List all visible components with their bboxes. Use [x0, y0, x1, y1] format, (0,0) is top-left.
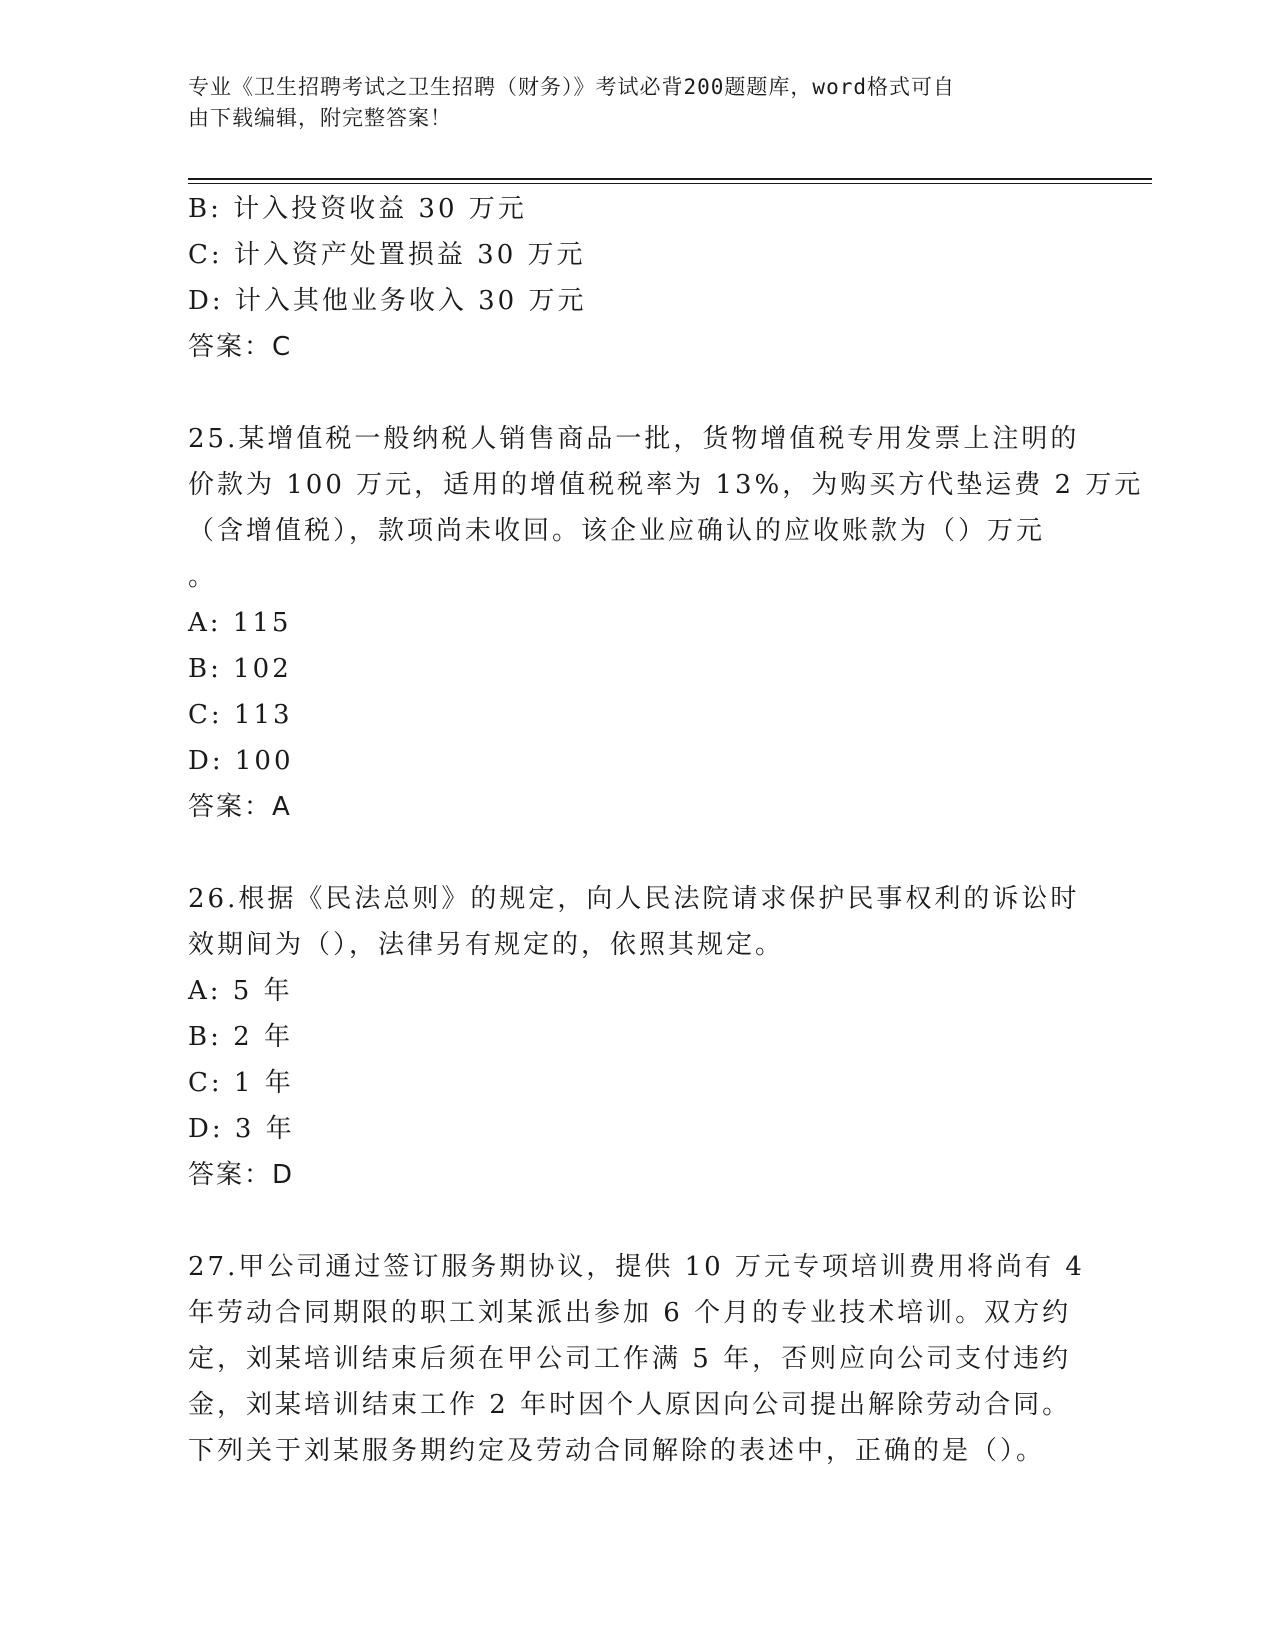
header-line-1: 专业《卫生招聘考试之卫生招聘（财务）》考试必背200题题库，word格式可自: [188, 75, 955, 99]
header-divider-thick: [188, 178, 1152, 180]
option-c: C: 计入资产处置损益 30 万元: [188, 240, 586, 270]
question-25: [188, 416, 1144, 830]
option-b: B: 102: [188, 654, 292, 684]
option-b: B: 计入投资收益 30 万元: [188, 194, 527, 224]
spacer: [188, 1198, 1088, 1244]
option-b: B: 2 年: [188, 1022, 293, 1052]
option-a: A: 115: [188, 608, 292, 638]
question-stem-line: 下列关于刘某服务期约定及劳动合同解除的表述中，正确的是（）。: [188, 1436, 1046, 1466]
question-stem-line: 25.某增值税一般纳税人销售商品一批，货物增值税专用发票上注明的: [188, 424, 1080, 454]
answer-label: 答案：D: [188, 1160, 295, 1190]
question-list: [188, 186, 1144, 1474]
option-c: C: 1 年: [188, 1068, 294, 1098]
question-27: [188, 1244, 1088, 1474]
option-d: D: 3 年: [188, 1114, 295, 1144]
question-stem-line: 26.根据《民法总则》的规定，向人民法院请求保护民事权利的诉讼时: [188, 884, 1080, 914]
question-stem-line: 价款为 100 万元，适用的增值税税率为 13%，为购买方代垫运费 2 万元: [188, 470, 1144, 500]
spacer: [188, 830, 1088, 876]
spacer: [188, 370, 1088, 416]
option-a: A: 5 年: [188, 976, 293, 1006]
question-stem-line: 27.甲公司通过签订服务期协议，提供 10 万元专项培训费用将尚有 4: [188, 1252, 1085, 1282]
header-divider-thin: [188, 183, 1152, 184]
answer-label: 答案：A: [188, 792, 292, 822]
question-stem-line: 金，刘某培训结束工作 2 年时因个人原因向公司提出解除劳动合同。: [188, 1390, 1072, 1420]
answer-label: 答案：C: [188, 332, 293, 362]
question-stem-line: （含增值税），款项尚未收回。该企业应确认的应收账款为（）万元: [188, 516, 1046, 546]
option-c: C: 113: [188, 700, 293, 730]
document-header: [188, 72, 1068, 134]
option-d: D: 计入其他业务收入 30 万元: [188, 286, 587, 316]
question-stem-line: 年劳动合同期限的职工刘某派出参加 6 个月的专业技术培训。双方约: [188, 1298, 1072, 1328]
question-stem-line: 效期间为（），法律另有规定的，依照其规定。: [188, 930, 785, 960]
option-d: D: 100: [188, 746, 294, 776]
header-line-2: 由下载编辑，附完整答案！: [188, 106, 452, 130]
question-stem-line: 定，刘某培训结束后须在甲公司工作满 5 年，否则应向公司支付违约: [188, 1344, 1072, 1374]
question-26: [188, 876, 1088, 1198]
question-stem-line: 。: [188, 562, 218, 592]
question-24-tail: [188, 186, 1088, 370]
